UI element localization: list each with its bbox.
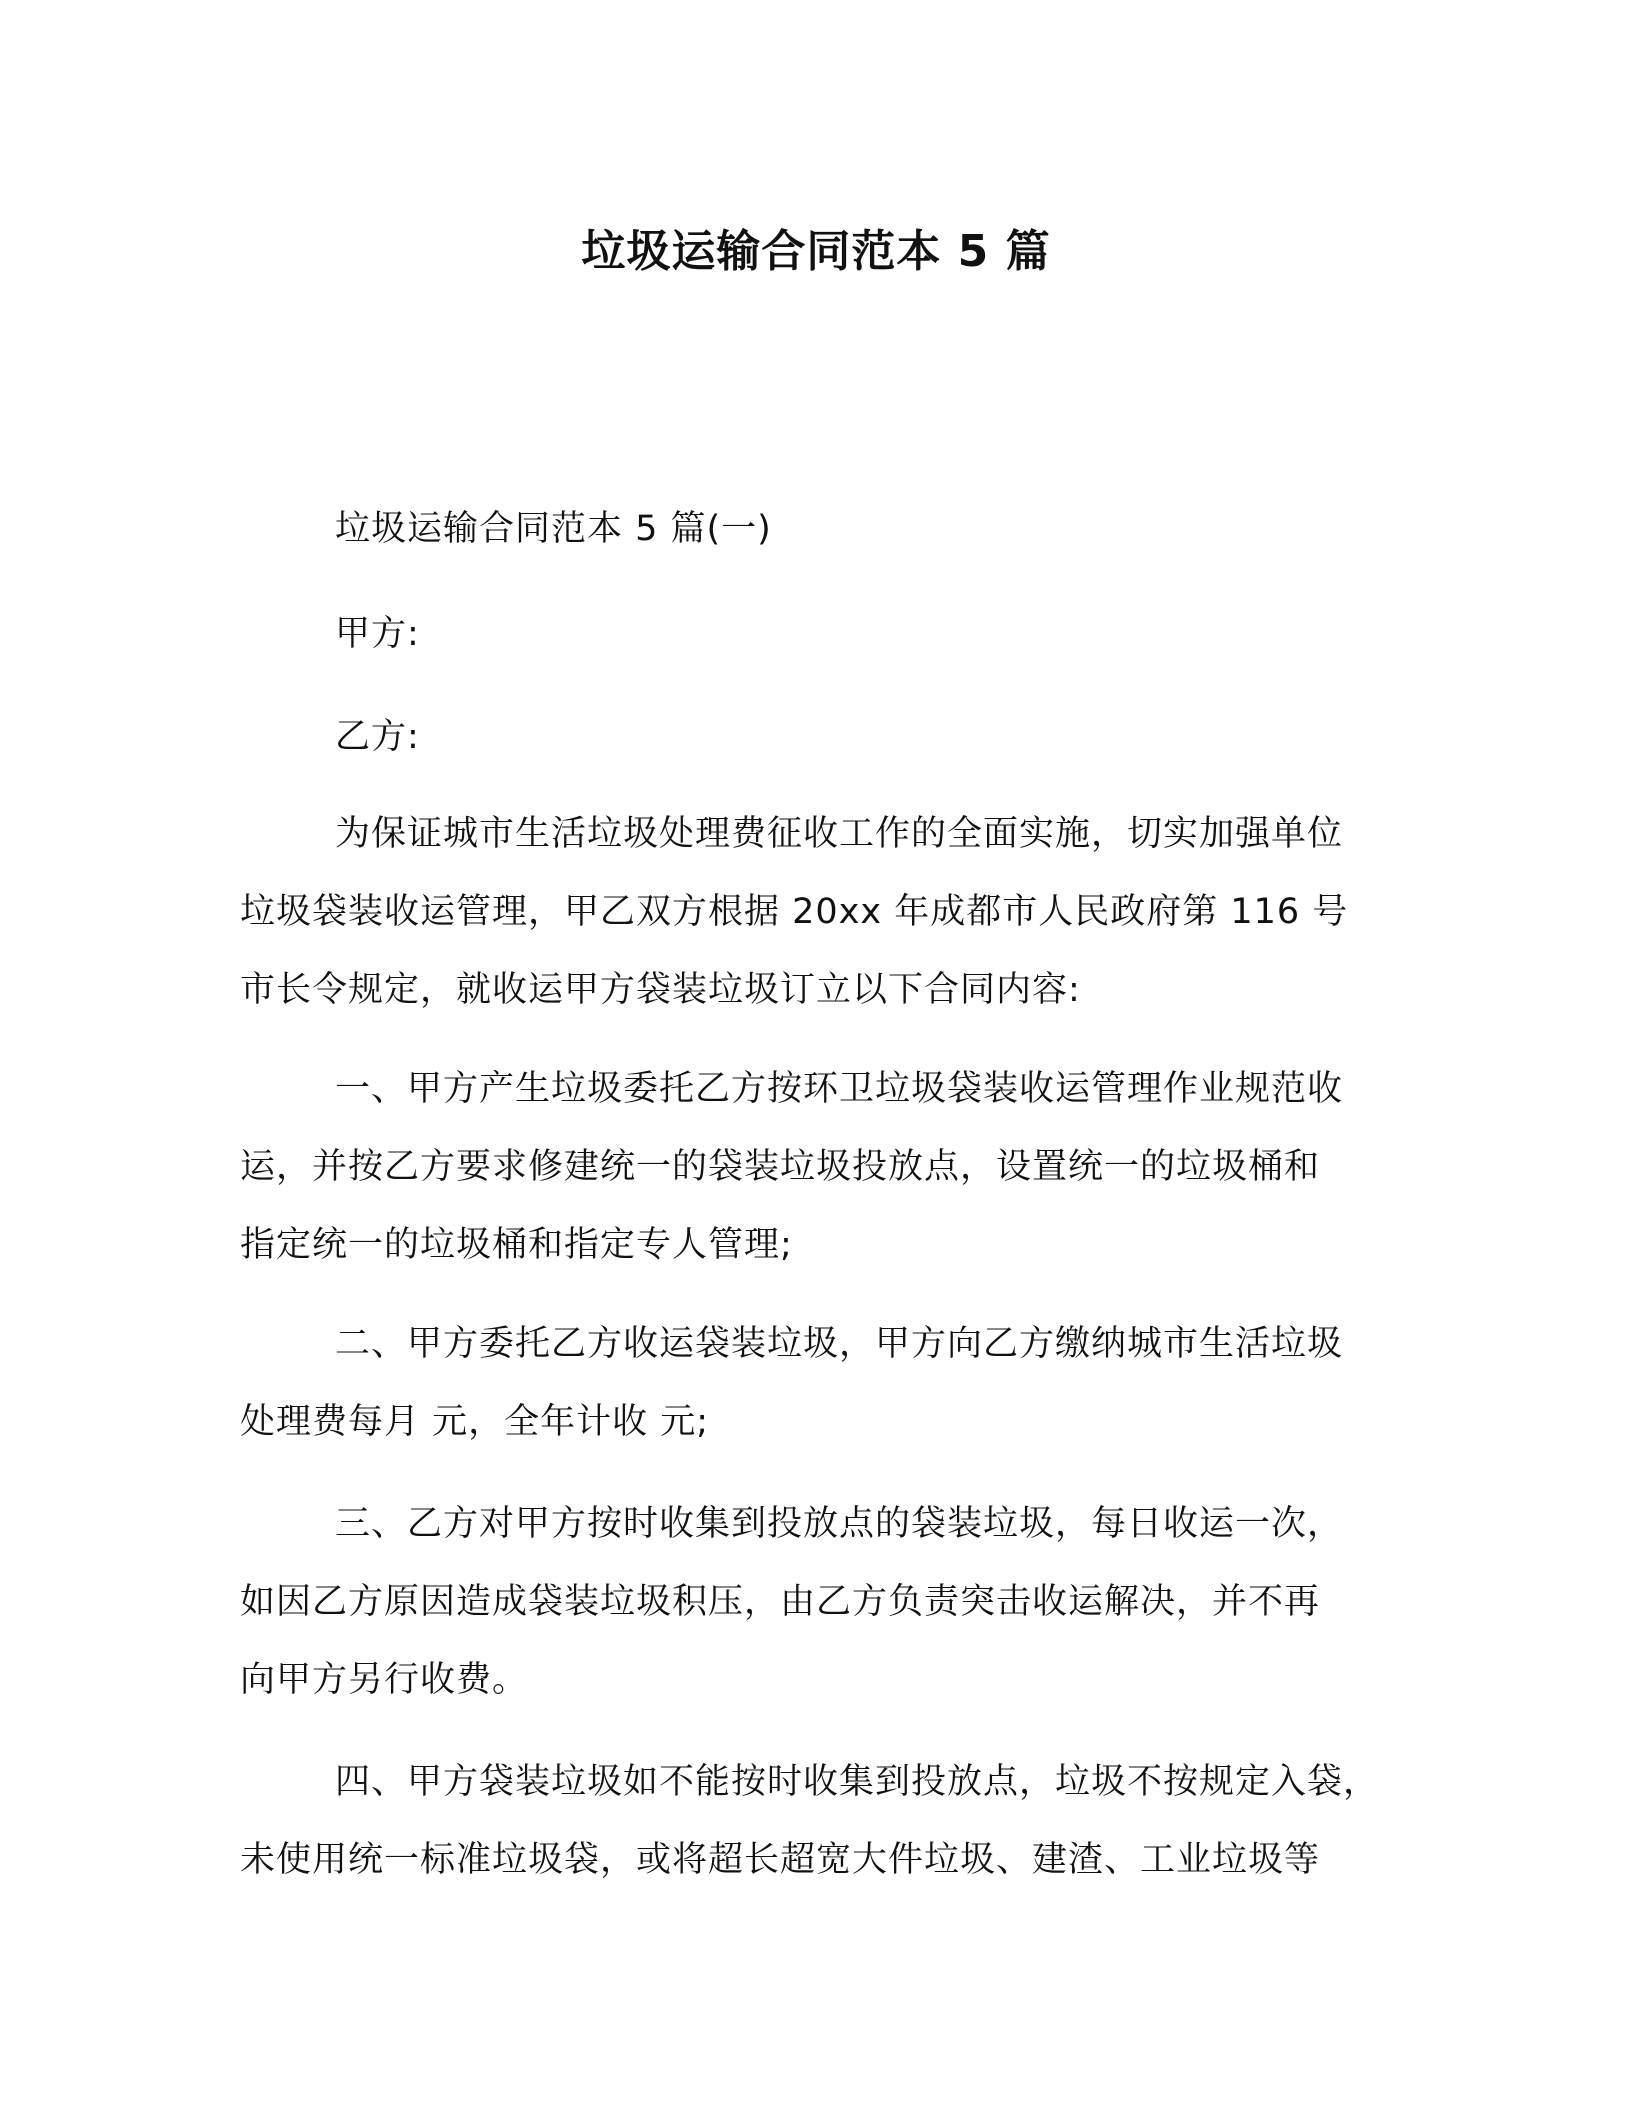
clause-1-paragraph bbox=[240, 1050, 1400, 1284]
paragraph-line: 为保证城市生活垃圾处理费征收工作的全面实施，切实加强单位 bbox=[335, 814, 1344, 854]
paragraph-line: 二、甲方委托乙方收运袋装垃圾，甲方向乙方缴纳城市生活垃圾 bbox=[335, 1324, 1344, 1364]
intro-paragraph bbox=[240, 795, 1400, 1029]
paragraph-line: 未使用统一标准垃圾袋，或将超长超宽大件垃圾、建渣、工业垃圾等 bbox=[240, 1840, 1321, 1880]
paragraph-line: 指定统一的垃圾桶和指定专人管理; bbox=[240, 1225, 793, 1265]
paragraph-line: 处理费每月 元，全年计收 元; bbox=[240, 1402, 710, 1442]
paragraph-line: 垃圾袋装收运管理，甲乙双方根据 20xx 年成都市人民政府第 116 号 bbox=[240, 892, 1349, 932]
paragraph-line: 运，并按乙方要求修建统一的袋装垃圾投放点，设置统一的垃圾桶和 bbox=[240, 1147, 1321, 1187]
clause-3-paragraph bbox=[240, 1485, 1400, 1719]
paragraph-line: 三、乙方对甲方按时收集到投放点的袋装垃圾，每日收运一次， bbox=[335, 1504, 1344, 1544]
clause-4-paragraph bbox=[240, 1743, 1400, 1899]
paragraph-line: 四、甲方袋装垃圾如不能按时收集到投放点，垃圾不按规定入袋， bbox=[335, 1762, 1380, 1802]
section-heading: 垃圾运输合同范本 5 篇(一) bbox=[335, 509, 772, 549]
party-a-label: 甲方: bbox=[335, 614, 420, 654]
party-b-label: 乙方: bbox=[335, 717, 420, 757]
paragraph-line: 一、甲方产生垃圾委托乙方按环卫垃圾袋装收运管理作业规范收 bbox=[335, 1069, 1344, 1109]
paragraph-line: 如因乙方原因造成袋装垃圾积压，由乙方负责突击收运解决，并不再 bbox=[240, 1582, 1321, 1622]
paragraph-line: 向甲方另行收费。 bbox=[240, 1660, 529, 1700]
paragraph-line: 市长令规定，就收运甲方袋装垃圾订立以下合同内容: bbox=[240, 970, 1081, 1010]
document-title: 垃圾运输合同范本 5 篇 bbox=[581, 226, 1051, 277]
clause-2-paragraph bbox=[240, 1305, 1400, 1461]
